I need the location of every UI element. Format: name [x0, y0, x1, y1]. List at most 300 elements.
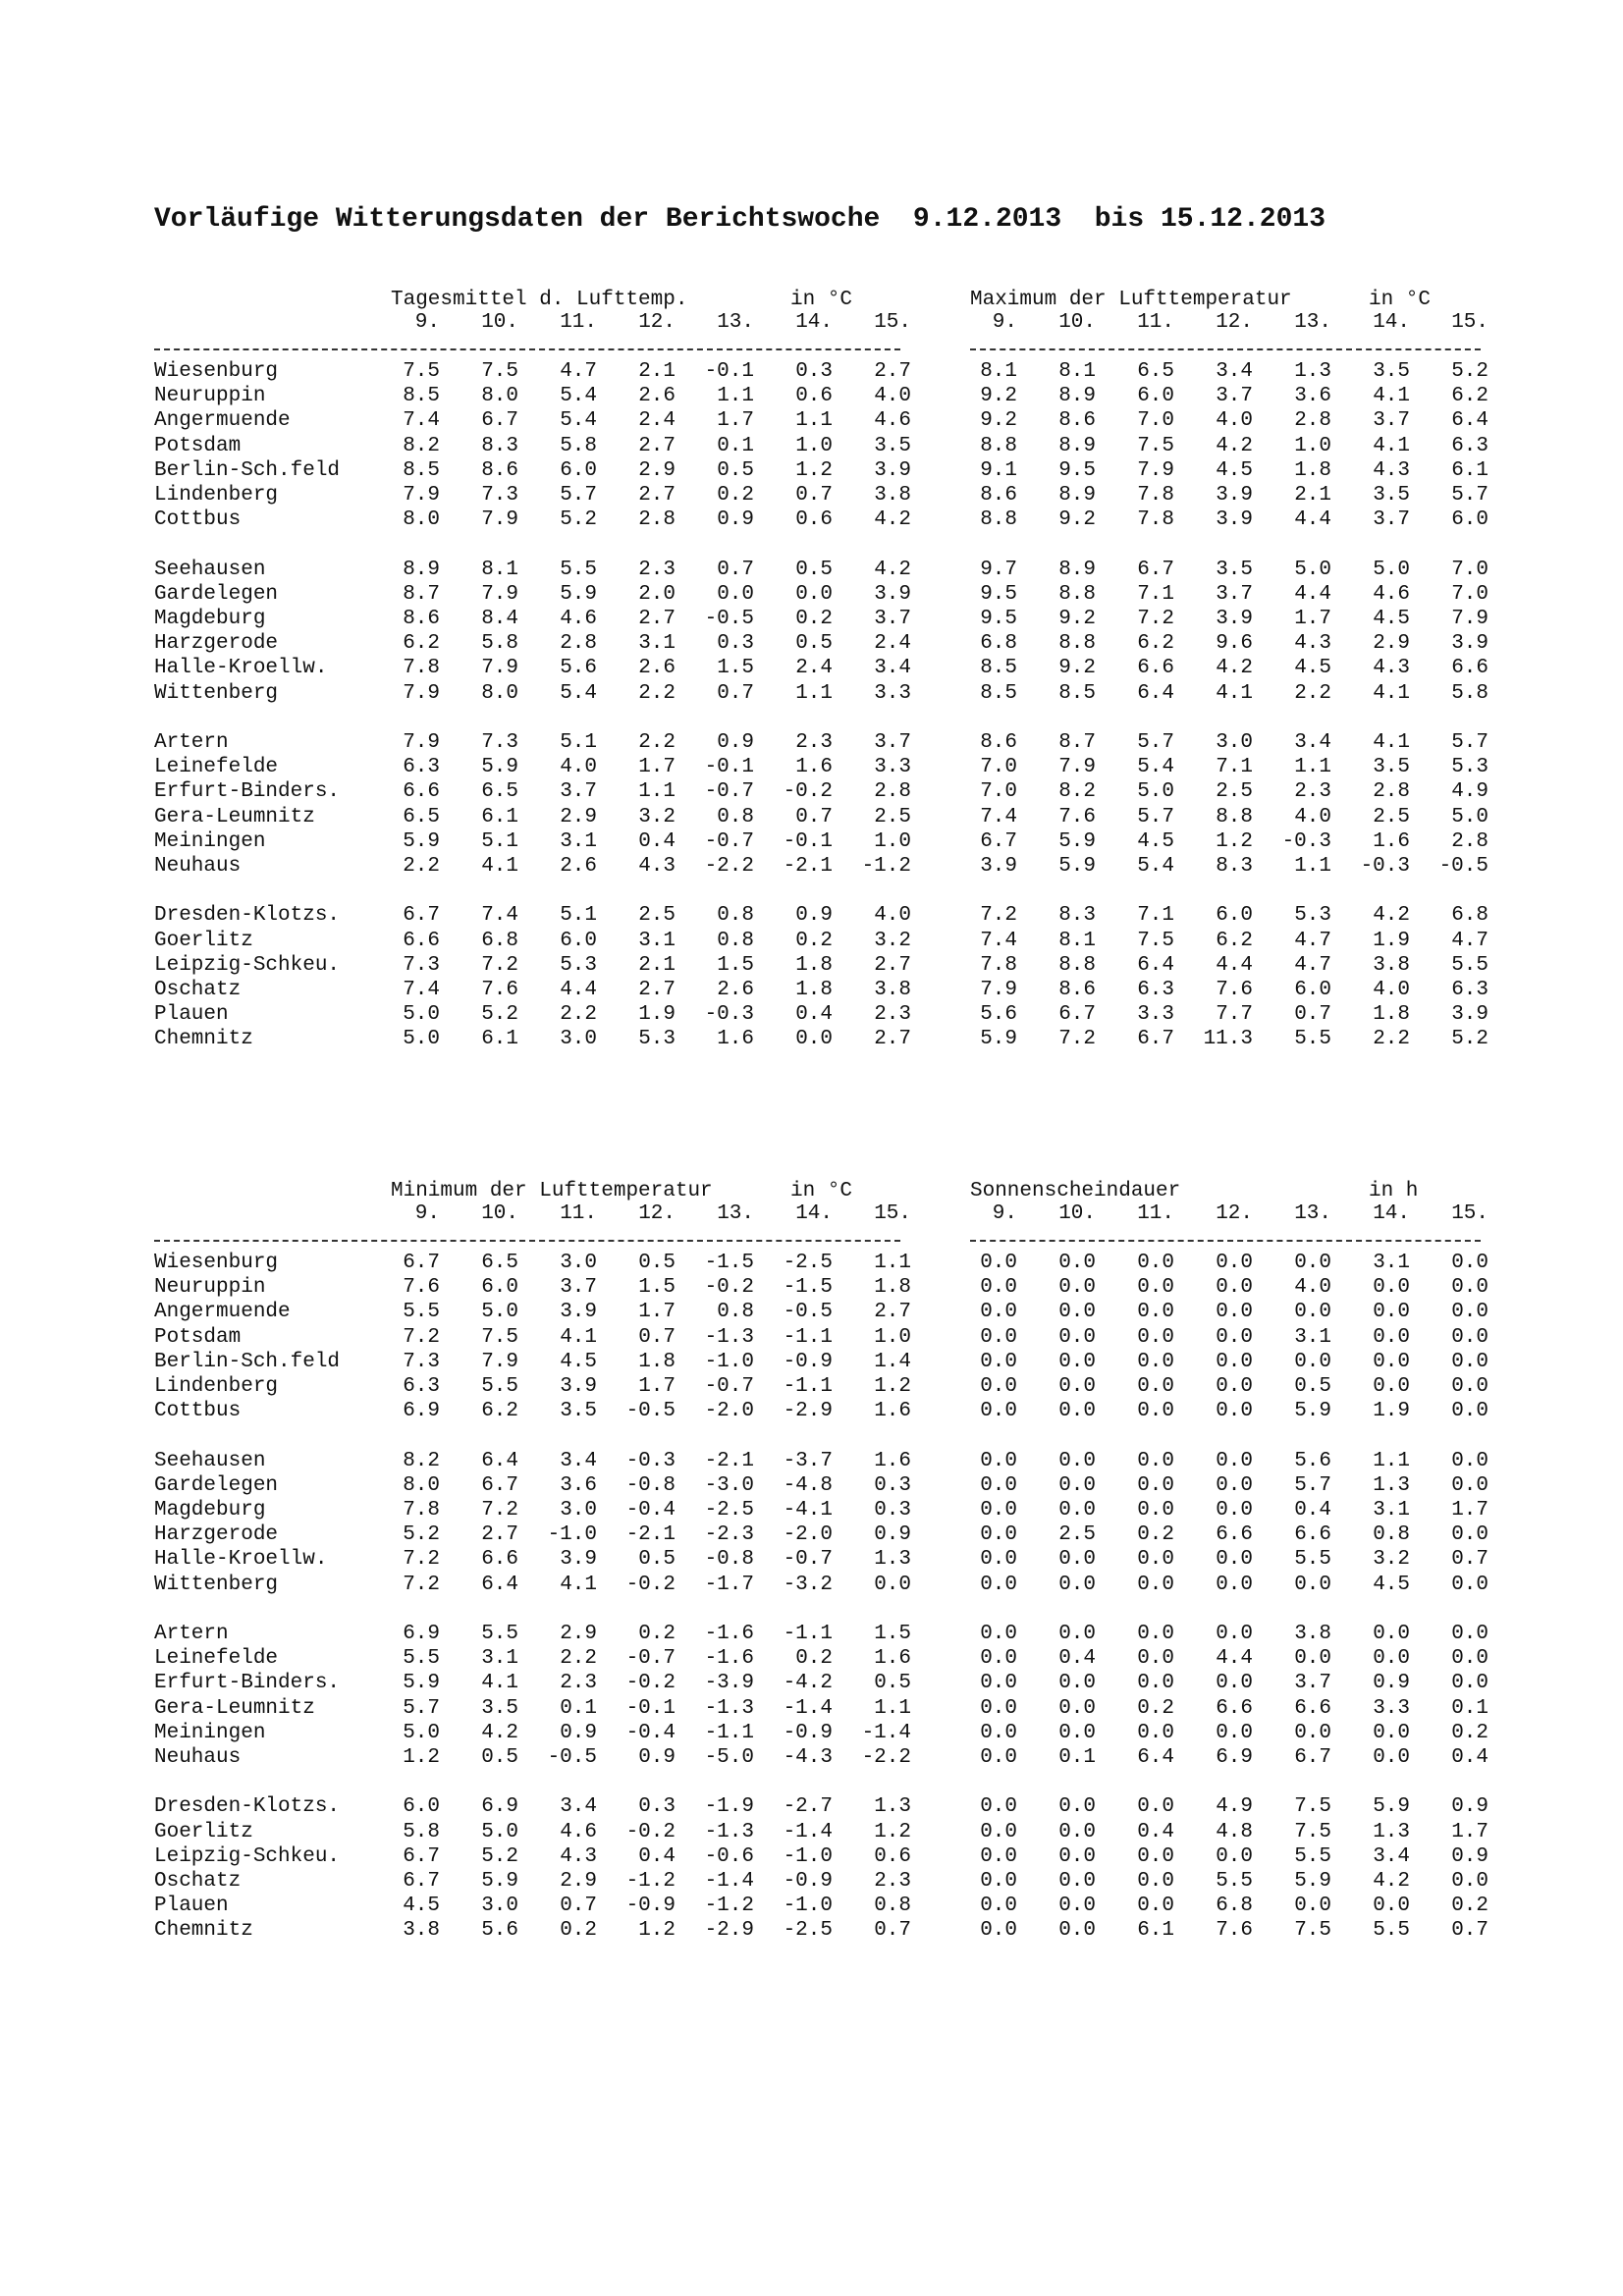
- min-value: 0.3: [638, 1795, 676, 1819]
- sun-value: 0.0: [1216, 1400, 1253, 1423]
- min-value: -4.2: [783, 1672, 833, 1695]
- min-value: -2.9: [704, 1919, 754, 1943]
- sun-value: 0.0: [980, 1499, 1017, 1522]
- min-value: 6.4: [481, 1573, 518, 1596]
- mean-value: 0.9: [717, 508, 754, 532]
- max-value: 6.7: [980, 829, 1017, 853]
- max-value: 7.9: [980, 979, 1017, 1001]
- max-value: 9.6: [1216, 632, 1253, 656]
- min-value: -1.0: [783, 1844, 833, 1868]
- sun-value: 0.0: [1058, 1276, 1096, 1300]
- min-value: 3.5: [560, 1400, 597, 1423]
- table-row: [0, 1449, 1623, 1473]
- min-value: -0.5: [625, 1400, 676, 1423]
- sun-value: 1.7: [1451, 1499, 1488, 1522]
- max-value: 0.7: [1294, 1003, 1331, 1027]
- min-value: 1.2: [638, 1919, 676, 1943]
- min-value: 1.7: [638, 1301, 676, 1324]
- min-value: 3.7: [560, 1276, 597, 1300]
- min-value: 0.0: [874, 1573, 911, 1596]
- station-name: Meiningen: [154, 1721, 266, 1744]
- station-name: Potsdam: [154, 1325, 242, 1349]
- max-value: 4.5: [1294, 657, 1331, 680]
- day-header: 10.: [1058, 311, 1096, 334]
- mean-value: 3.7: [874, 608, 911, 630]
- max-value: 9.2: [980, 409, 1017, 433]
- table-row: [0, 929, 1623, 953]
- sun-value: 0.0: [1058, 1870, 1096, 1893]
- min-value: -0.8: [625, 1473, 676, 1497]
- mean-value: 3.1: [638, 632, 676, 656]
- min-value: 0.9: [874, 1523, 911, 1547]
- sun-value: 0.0: [1058, 1895, 1096, 1918]
- sun-value: 4.5: [1373, 1573, 1410, 1596]
- mean-value: 2.0: [638, 582, 676, 606]
- mean-value: 4.0: [560, 756, 597, 779]
- day-header: 15.: [1451, 1202, 1488, 1225]
- sun-value: 0.0: [980, 1746, 1017, 1769]
- mean-value: 5.4: [560, 385, 597, 408]
- sun-value: 0.1: [1058, 1746, 1096, 1769]
- max-value: 6.3: [1451, 979, 1488, 1001]
- sun-value: 0.0: [1058, 1573, 1096, 1596]
- sun-value: 0.0: [1451, 1623, 1488, 1645]
- sun-value: 0.0: [980, 1325, 1017, 1349]
- station-name: Plauen: [154, 1003, 229, 1027]
- sun-value: 1.9: [1373, 1400, 1410, 1423]
- max-value: 3.3: [1137, 1003, 1174, 1027]
- mean-value: 6.5: [403, 805, 440, 828]
- mean-value: 7.6: [481, 979, 518, 1001]
- sun-value: 0.0: [1058, 1820, 1096, 1843]
- table-row: [0, 1027, 1623, 1051]
- min-value: 7.6: [403, 1276, 440, 1300]
- mean-table-title: Tagesmittel d. Lufttemp.: [391, 289, 688, 311]
- top-left-rule: [154, 348, 900, 350]
- table-row: [0, 507, 1623, 532]
- max-value: 5.3: [1451, 756, 1488, 779]
- min-value: 0.5: [481, 1746, 518, 1769]
- min-value: 3.9: [560, 1548, 597, 1572]
- sun-value: 6.9: [1216, 1746, 1253, 1769]
- max-value: 4.7: [1294, 929, 1331, 952]
- max-value: -0.3: [1281, 829, 1331, 853]
- station-name: Neuruppin: [154, 1276, 266, 1300]
- station-name: Berlin-Sch.feld: [154, 458, 341, 482]
- station-name: Chemnitz: [154, 1028, 253, 1051]
- day-header: 15.: [874, 1202, 911, 1225]
- sun-value: 0.0: [1216, 1721, 1253, 1744]
- sun-value: 0.0: [1373, 1647, 1410, 1671]
- min-value: 5.2: [403, 1523, 440, 1547]
- table-row: [0, 1696, 1623, 1721]
- sun-value: 0.0: [1216, 1672, 1253, 1695]
- sun-value: 0.0: [1137, 1375, 1174, 1398]
- max-value: 6.0: [1451, 508, 1488, 532]
- table-row: [0, 1745, 1623, 1770]
- mean-value: 8.0: [481, 681, 518, 705]
- day-header: 13.: [1294, 311, 1331, 334]
- station-name: Wittenberg: [154, 681, 279, 705]
- table-row: [0, 1671, 1623, 1695]
- max-table-unit: in °C: [1369, 289, 1432, 311]
- sun-value: 0.0: [1137, 1795, 1174, 1819]
- mean-value: -0.1: [704, 756, 754, 779]
- max-value: 5.0: [1294, 558, 1331, 581]
- day-header: 9.: [992, 311, 1017, 334]
- mean-value: 0.6: [795, 385, 833, 408]
- min-value: -0.5: [547, 1746, 597, 1769]
- sun-value: 0.0: [1058, 1795, 1096, 1819]
- min-value: 7.3: [403, 1350, 440, 1373]
- max-value: 3.9: [980, 855, 1017, 878]
- max-value: 3.5: [1373, 360, 1410, 383]
- mean-value: 7.3: [403, 953, 440, 977]
- min-value: -1.9: [704, 1795, 754, 1819]
- min-value: 0.9: [638, 1746, 676, 1769]
- mean-value: 0.6: [795, 508, 833, 532]
- station-name: Leipzig-Schkeu.: [154, 1844, 341, 1868]
- mean-value: 5.2: [481, 1003, 518, 1027]
- min-value: 1.6: [874, 1400, 911, 1423]
- max-value: 7.0: [1137, 409, 1174, 433]
- max-value: 8.6: [1058, 409, 1096, 433]
- min-value: -1.1: [704, 1721, 754, 1744]
- max-value: 2.5: [1216, 780, 1253, 804]
- min-value: 6.9: [481, 1795, 518, 1819]
- min-value: 6.7: [403, 1252, 440, 1274]
- min-value: -0.4: [625, 1721, 676, 1744]
- station-name: Magdeburg: [154, 1499, 266, 1522]
- max-value: 6.2: [1216, 929, 1253, 952]
- max-value: 8.9: [1058, 434, 1096, 457]
- mean-value: 5.8: [560, 434, 597, 457]
- sun-value: 0.0: [980, 1820, 1017, 1843]
- sun-value: 0.0: [1451, 1573, 1488, 1596]
- max-value: 6.7: [1137, 1028, 1174, 1051]
- mean-value: 6.6: [403, 929, 440, 952]
- sun-table-unit: in h: [1369, 1180, 1419, 1202]
- max-value: 3.7: [1373, 409, 1410, 433]
- max-value: 2.3: [1294, 780, 1331, 804]
- max-value: 7.1: [1137, 904, 1174, 928]
- max-value: 1.8: [1294, 458, 1331, 482]
- sun-value: 1.3: [1373, 1473, 1410, 1497]
- sun-value: 0.0: [1373, 1623, 1410, 1645]
- page-title: Vorläufige Witterungsdaten der Berichtswoche 9.12.2013 bis 15.12.2013: [154, 204, 1325, 235]
- min-value: 7.2: [403, 1548, 440, 1572]
- mean-value: 2.2: [403, 855, 440, 878]
- min-value: 2.9: [560, 1870, 597, 1893]
- min-value: -0.1: [625, 1696, 676, 1720]
- max-value: 3.9: [1216, 508, 1253, 532]
- min-table-unit: in °C: [790, 1180, 853, 1202]
- max-value: 9.7: [980, 558, 1017, 581]
- station-name: Potsdam: [154, 434, 242, 457]
- min-value: 4.2: [481, 1721, 518, 1744]
- max-value: 1.3: [1294, 360, 1331, 383]
- sun-value: 0.0: [980, 1449, 1017, 1472]
- mean-value: 3.2: [638, 805, 676, 828]
- mean-value: 2.9: [638, 458, 676, 482]
- max-value: 1.6: [1373, 829, 1410, 853]
- mean-value: 5.7: [560, 484, 597, 507]
- max-value: 6.6: [1137, 657, 1174, 680]
- station-name: Seehausen: [154, 1449, 266, 1472]
- max-value: 8.1: [980, 360, 1017, 383]
- min-value: 6.7: [403, 1844, 440, 1868]
- sun-value: 0.4: [1451, 1746, 1488, 1769]
- table-row: [0, 458, 1623, 483]
- sun-value: 0.0: [980, 1895, 1017, 1918]
- sun-value: 0.2: [1137, 1696, 1174, 1720]
- day-header: 12.: [1216, 1202, 1253, 1225]
- max-value: 2.1: [1294, 484, 1331, 507]
- mean-value: 2.4: [795, 657, 833, 680]
- sun-value: 0.0: [980, 1350, 1017, 1373]
- sun-value: 7.6: [1216, 1919, 1253, 1943]
- sun-value: 5.6: [1294, 1449, 1331, 1472]
- max-value: 4.5: [1137, 829, 1174, 853]
- min-value: -1.3: [704, 1820, 754, 1843]
- mean-value: -0.7: [704, 780, 754, 804]
- min-value: -4.1: [783, 1499, 833, 1522]
- min-value: 7.9: [481, 1350, 518, 1373]
- sun-value: 0.0: [1373, 1375, 1410, 1398]
- min-value: -0.2: [704, 1276, 754, 1300]
- mean-value: 2.2: [560, 1003, 597, 1027]
- min-value: 3.4: [560, 1449, 597, 1472]
- max-value: 7.6: [1058, 805, 1096, 828]
- sun-value: 0.0: [980, 1548, 1017, 1572]
- mean-value: 5.9: [403, 829, 440, 853]
- min-value: 0.5: [638, 1252, 676, 1274]
- mean-value: 2.3: [795, 731, 833, 754]
- day-header: 15.: [874, 311, 911, 334]
- mean-value: 6.3: [403, 756, 440, 779]
- max-value: 2.8: [1294, 409, 1331, 433]
- min-value: -4.3: [783, 1746, 833, 1769]
- max-value: 7.9: [1058, 756, 1096, 779]
- min-value: -2.3: [704, 1523, 754, 1547]
- day-header: 12.: [638, 1202, 676, 1225]
- table-row: [0, 408, 1623, 433]
- max-value: 7.0: [980, 780, 1017, 804]
- min-value: 0.5: [638, 1548, 676, 1572]
- mean-value: 1.8: [795, 979, 833, 1001]
- min-value: -1.2: [704, 1895, 754, 1918]
- max-value: 4.3: [1373, 657, 1410, 680]
- mean-value: 7.5: [481, 360, 518, 383]
- sun-value: 0.4: [1294, 1499, 1331, 1522]
- mean-value: 7.4: [481, 904, 518, 928]
- max-value: 7.6: [1216, 979, 1253, 1001]
- sun-value: 0.0: [1058, 1721, 1096, 1744]
- sun-value: 0.2: [1451, 1895, 1488, 1918]
- mean-value: 0.2: [795, 929, 833, 952]
- max-value: 6.3: [1451, 434, 1488, 457]
- max-value: 2.2: [1373, 1028, 1410, 1051]
- table-row: [0, 1325, 1623, 1350]
- min-value: 1.0: [874, 1325, 911, 1349]
- mean-value: 7.9: [403, 681, 440, 705]
- mean-value: 0.0: [795, 582, 833, 606]
- sun-value: 0.0: [1137, 1400, 1174, 1423]
- sun-value: 0.0: [1216, 1573, 1253, 1596]
- min-value: 3.0: [560, 1499, 597, 1522]
- mean-value: 2.8: [638, 508, 676, 532]
- mean-value: 7.4: [403, 409, 440, 433]
- max-value: 1.9: [1373, 929, 1410, 952]
- sun-value: 0.0: [1137, 1573, 1174, 1596]
- min-value: -0.7: [783, 1548, 833, 1572]
- day-header: 14.: [1373, 1202, 1410, 1225]
- min-value: -2.0: [783, 1523, 833, 1547]
- mean-value: 6.8: [481, 929, 518, 952]
- day-header: 9.: [992, 1202, 1017, 1225]
- sun-value: 0.0: [980, 1252, 1017, 1274]
- max-value: 2.8: [1373, 780, 1410, 804]
- mean-value: 1.0: [795, 434, 833, 457]
- table-row: [0, 681, 1623, 706]
- mean-value: -2.1: [783, 855, 833, 878]
- min-value: 0.5: [874, 1672, 911, 1695]
- max-value: 5.0: [1451, 805, 1488, 828]
- mean-value: 2.7: [638, 484, 676, 507]
- min-value: -0.3: [625, 1449, 676, 1472]
- min-value: 3.0: [560, 1252, 597, 1274]
- max-value: 8.9: [1058, 385, 1096, 408]
- mean-value: 2.6: [638, 657, 676, 680]
- mean-value: 7.9: [481, 582, 518, 606]
- min-value: 3.0: [481, 1895, 518, 1918]
- max-value: 1.8: [1373, 1003, 1410, 1027]
- sun-value: 0.0: [1294, 1350, 1331, 1373]
- mean-value: 7.3: [481, 731, 518, 754]
- sun-value: 0.0: [1451, 1870, 1488, 1893]
- min-value: 0.2: [795, 1647, 833, 1671]
- sun-value: 0.0: [1451, 1301, 1488, 1324]
- station-name: Dresden-Klotzs.: [154, 904, 341, 928]
- min-value: 4.1: [481, 1672, 518, 1695]
- max-value: 6.6: [1451, 657, 1488, 680]
- max-value: 9.2: [980, 385, 1017, 408]
- mean-value: 2.1: [638, 953, 676, 977]
- max-value: 4.9: [1451, 780, 1488, 804]
- max-value: 4.2: [1216, 434, 1253, 457]
- mean-value: 1.1: [638, 780, 676, 804]
- table-row: [0, 1721, 1623, 1745]
- min-value: -2.9: [783, 1400, 833, 1423]
- min-value: 0.3: [874, 1473, 911, 1497]
- mean-value: 5.4: [560, 681, 597, 705]
- mean-value: 7.9: [481, 657, 518, 680]
- sun-value: 1.7: [1451, 1820, 1488, 1843]
- sun-value: 0.0: [1373, 1276, 1410, 1300]
- mean-value: 7.9: [403, 731, 440, 754]
- min-value: 0.1: [560, 1696, 597, 1720]
- min-value: -0.9: [783, 1721, 833, 1744]
- max-value: 4.0: [1216, 409, 1253, 433]
- mean-value: 2.7: [638, 979, 676, 1001]
- sun-value: 0.0: [1451, 1523, 1488, 1547]
- max-value: 8.8: [980, 508, 1017, 532]
- station-name: Leinefelde: [154, 1647, 279, 1671]
- mean-value: -0.2: [783, 780, 833, 804]
- sun-value: 0.0: [1294, 1301, 1331, 1324]
- sun-value: 0.0: [1058, 1672, 1096, 1695]
- min-value: 6.5: [481, 1252, 518, 1274]
- sun-value: 0.0: [1137, 1301, 1174, 1324]
- min-value: 6.0: [403, 1795, 440, 1819]
- max-value: 5.6: [980, 1003, 1017, 1027]
- sun-value: 0.0: [980, 1696, 1017, 1720]
- sun-value: 3.1: [1373, 1252, 1410, 1274]
- sun-value: 0.0: [1294, 1647, 1331, 1671]
- mean-value: 6.2: [403, 632, 440, 656]
- min-value: 0.2: [638, 1623, 676, 1645]
- max-value: -0.3: [1360, 855, 1410, 878]
- sun-value: 0.0: [1058, 1473, 1096, 1497]
- mean-value: 8.0: [481, 385, 518, 408]
- station-name: Gardelegen: [154, 1473, 279, 1497]
- top-right-rule: [970, 348, 1481, 350]
- min-value: -2.1: [704, 1449, 754, 1472]
- min-value: 5.9: [481, 1870, 518, 1893]
- day-header: 14.: [795, 311, 833, 334]
- table-row: [0, 1573, 1623, 1597]
- max-value: -0.5: [1438, 855, 1488, 878]
- mean-value: 0.4: [795, 1003, 833, 1027]
- max-value: 3.9: [1451, 1003, 1488, 1027]
- mean-value: 8.6: [481, 458, 518, 482]
- mean-value: -2.2: [704, 855, 754, 878]
- sun-value: 0.0: [1216, 1473, 1253, 1497]
- max-value: 7.2: [1058, 1028, 1096, 1051]
- sun-value: 0.0: [1058, 1252, 1096, 1274]
- min-value: 1.8: [874, 1276, 911, 1300]
- mean-value: 3.7: [874, 731, 911, 754]
- sun-value: 0.0: [1216, 1623, 1253, 1645]
- min-value: 5.7: [403, 1696, 440, 1720]
- max-value: 9.5: [1058, 458, 1096, 482]
- table-row: [0, 631, 1623, 656]
- table-row: [0, 730, 1623, 755]
- max-value: 3.9: [1216, 608, 1253, 630]
- day-header: 12.: [1216, 311, 1253, 334]
- max-value: 5.9: [1058, 829, 1096, 853]
- min-value: 0.3: [874, 1499, 911, 1522]
- mean-value: 6.1: [481, 1028, 518, 1051]
- sun-value: 3.1: [1373, 1499, 1410, 1522]
- mean-value: 4.7: [560, 360, 597, 383]
- max-value: 7.5: [1137, 434, 1174, 457]
- min-value: 6.0: [481, 1276, 518, 1300]
- max-value: 6.5: [1137, 360, 1174, 383]
- sun-value: 0.0: [1058, 1301, 1096, 1324]
- min-value: 3.6: [560, 1473, 597, 1497]
- mean-value: 1.7: [717, 409, 754, 433]
- mean-value: 2.7: [874, 1028, 911, 1051]
- mean-value: 0.2: [717, 484, 754, 507]
- sun-value: 6.6: [1294, 1696, 1331, 1720]
- mean-value: 2.5: [874, 805, 911, 828]
- min-value: 0.6: [874, 1844, 911, 1868]
- mean-value: 6.1: [481, 805, 518, 828]
- mean-value: 1.1: [717, 385, 754, 408]
- day-header: 9.: [414, 311, 440, 334]
- mean-value: 6.7: [403, 904, 440, 928]
